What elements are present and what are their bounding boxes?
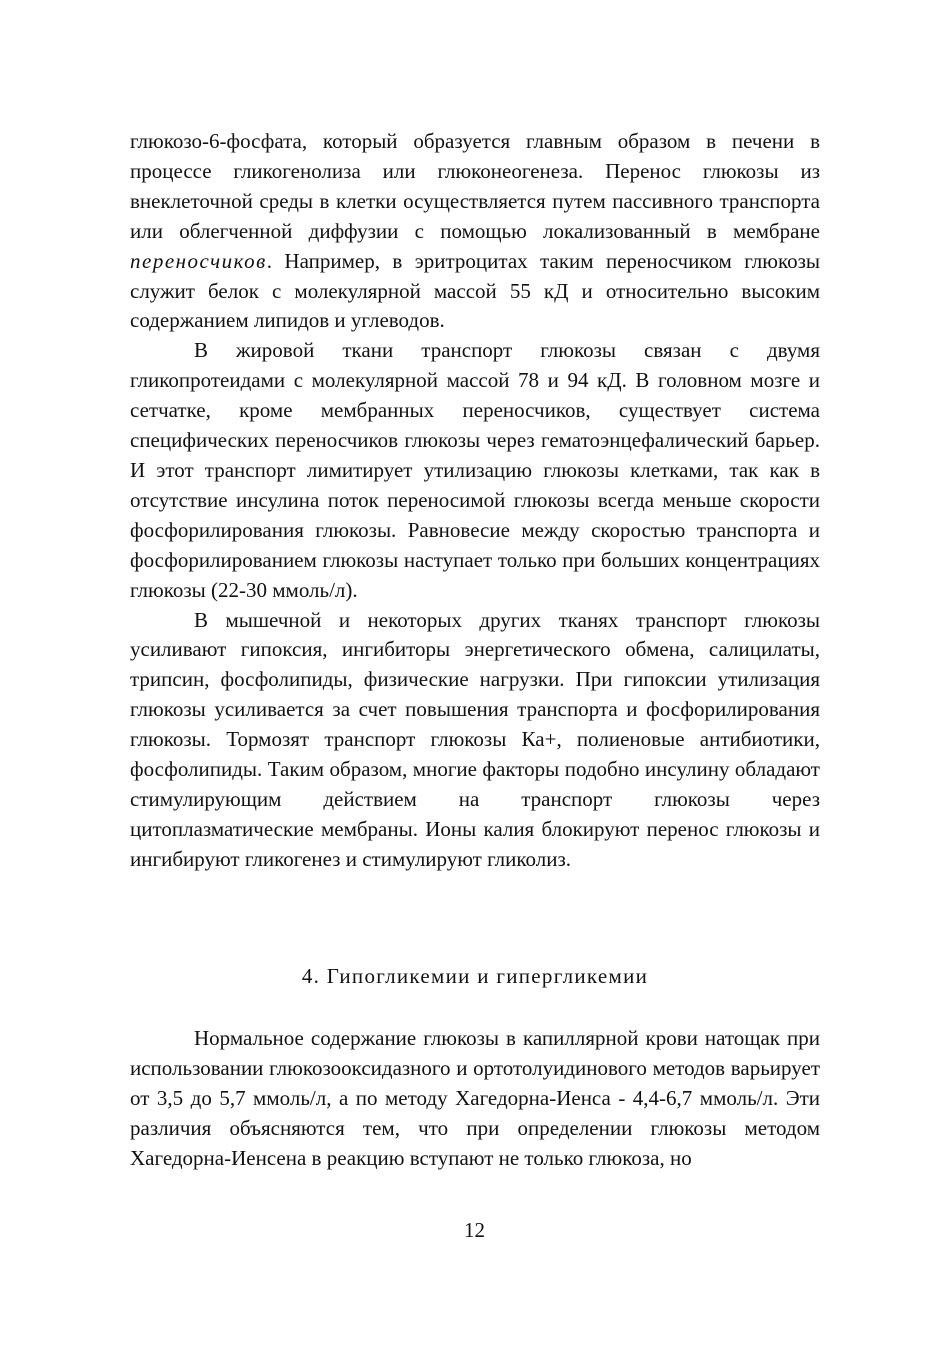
page-number: 12: [464, 1218, 485, 1242]
body-text-top: [130, 127, 820, 875]
body-text-bottom: [130, 1024, 820, 1174]
paragraph-1-emphasis: переносчиков: [130, 248, 267, 273]
paragraph-3: В мышечной и некоторых других тканях транспорт глюкозы усиливают гипоксия, ингибиторы энергетического обмена, салицилаты, трипсин, фосфолипиды, физические нагрузки. При гипоксии утилизация глюкозы усиливается за счет повышения транспорта и фосфорилирования глюкозы. Тормозят транспорт глюкозы Ка+, полиеновые антибиотики, фосфолипиды. Таким образом, многие факторы подобно инсулину обладают стимулирующим действием на транспорт глюкозы через цитоплазматические мембраны. Ионы калия блокируют перенос глюкозы и ингибируют гликогенез и стимулируют гликолиз.: [130, 607, 820, 871]
paragraph-1-text-start: глюкозо-6-фосфата, который образуется главным образом в печени в процессе гликогенолиза или глюконеогенеза. Перенос глюкозы из внеклеточной среды в клетки осуществляется путем пассивного транспорта или облегченной диффузии с помощью локализованный в мембране: [130, 129, 820, 243]
paragraph-1-text-end: . Например, в эритроцитах таким переносчиком глюкозы служит белок с молекулярной массой 55 кД и относительно высоким содержанием липидов и углеводов.: [130, 248, 820, 333]
section-heading: 4. Гипогликемии и гипергликемии: [301, 964, 649, 988]
paragraph-4: Нормальное содержание глюкозы в капиллярной крови натощак при использовании глюкозооксидазного и ортотолуидинового методов варьирует от 3,5 до 5,7 ммоль/л, а по методу Хагедорна-Иенса - 4,4-6,7 ммоль/л. Эти различия объясняются тем, что при определении глюкозы методом Хагедорна-Иенсена в реакцию вступают не только глюкоза, но: [130, 1026, 820, 1170]
paragraph-2: В жировой ткани транспорт глюкозы связан с двумя гликопротеидами с молекулярной массой 78 и 94 кД. В головном мозге и сетчатке, кроме мембранных переносчиков, существует система специфических переносчиков глюкозы через гематоэнцефалический барьер. И этот транспорт лимитирует утилизацию глюкозы клетками, так как в отсутствие инсулина поток переносимой глюкозы всегда меньше скорости фосфорилирования глюкозы. Равновесие между скоростью транспорта и фосфорилированием глюкозы наступает только при больших концентрациях глюкозы (22-30 ммоль/л).: [130, 338, 820, 602]
paragraph-1: [130, 127, 820, 336]
